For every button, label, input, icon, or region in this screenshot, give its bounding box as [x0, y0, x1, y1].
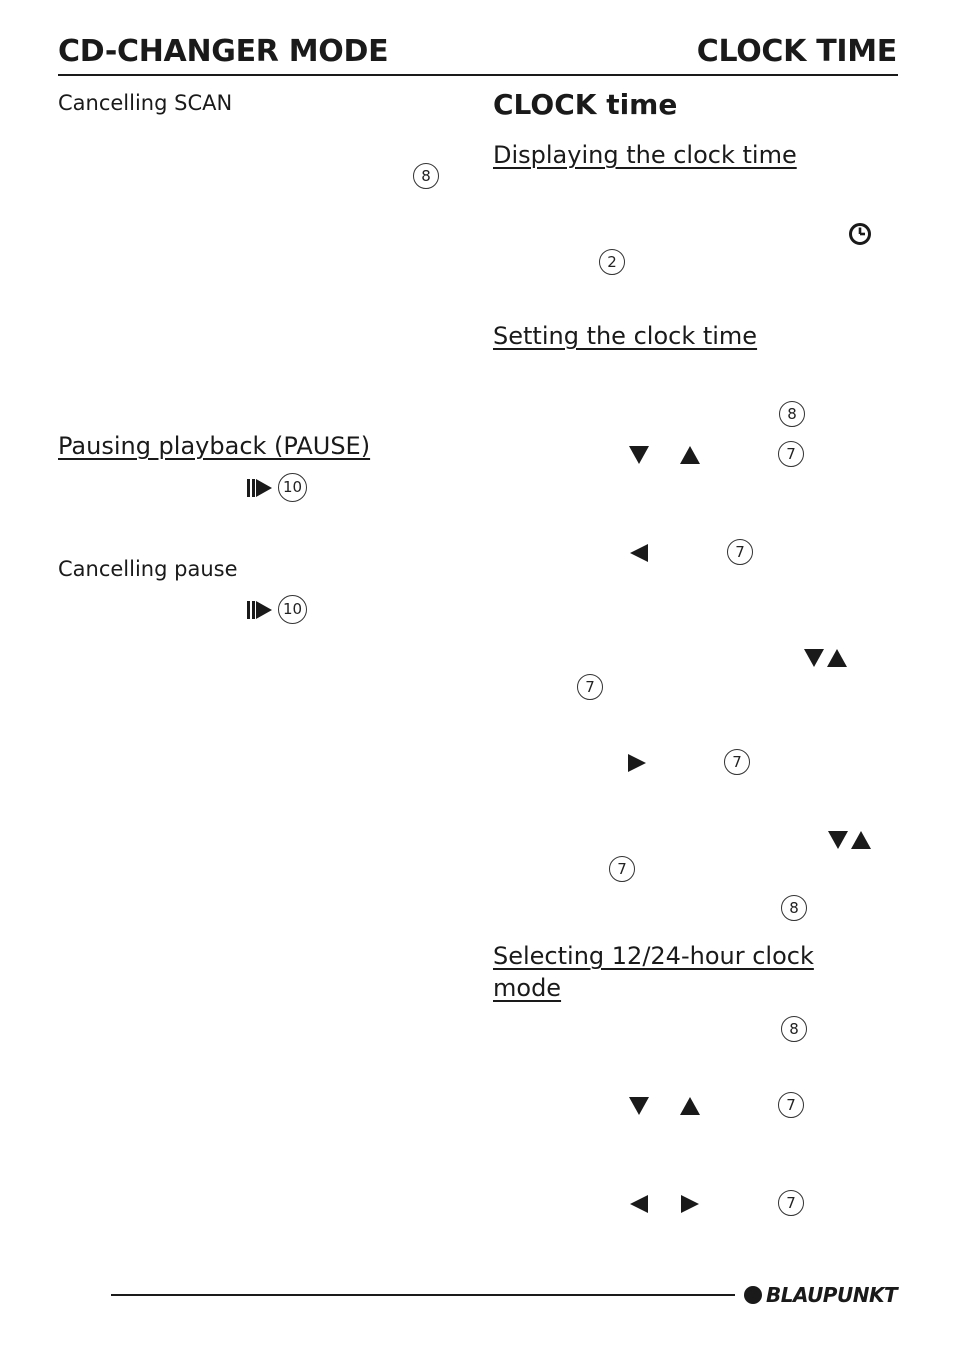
selecting-clock-mode-line1: Selecting 12/24-hour clock — [493, 942, 814, 970]
arrow-down-icon — [828, 831, 848, 849]
key-7-icon: 7 — [724, 749, 750, 775]
header-left-title: CD-CHANGER MODE — [58, 34, 389, 69]
key-8-icon: 8 — [779, 401, 805, 427]
play-pause-icon — [247, 478, 273, 502]
arrow-up-icon — [680, 446, 700, 464]
footer-divider — [111, 1294, 735, 1296]
cancelling-pause-heading: Cancelling pause — [58, 557, 238, 581]
key-7-icon: 7 — [778, 1190, 804, 1216]
arrow-up-icon — [827, 649, 847, 667]
arrow-down-icon — [804, 649, 824, 667]
key-10-icon: 10 — [278, 473, 307, 502]
key-7-icon: 7 — [778, 441, 804, 467]
key-8-icon: 8 — [781, 1016, 807, 1042]
key-8-icon: 8 — [781, 895, 807, 921]
setting-clock-heading: Setting the clock time — [493, 322, 758, 350]
arrow-down-icon — [629, 446, 649, 464]
header-right-title: CLOCK TIME — [696, 34, 897, 69]
arrow-right-icon — [681, 1195, 699, 1213]
selecting-clock-mode-heading — [493, 940, 814, 1004]
key-7-icon: 7 — [609, 856, 635, 882]
key-7-icon: 7 — [778, 1092, 804, 1118]
key-8-icon: 8 — [413, 163, 439, 189]
logo-dot-icon — [744, 1286, 762, 1304]
arrow-up-icon — [680, 1097, 700, 1115]
brand-logo — [744, 1283, 897, 1307]
key-7-icon: 7 — [727, 539, 753, 565]
brand-name: BLAUPUNKT — [766, 1283, 898, 1307]
arrow-left-icon — [630, 1195, 648, 1213]
key-10-icon: 10 — [278, 595, 307, 624]
arrow-left-icon — [630, 544, 648, 562]
key-7-icon: 7 — [577, 674, 603, 700]
arrow-down-icon — [629, 1097, 649, 1115]
key-2-icon: 2 — [599, 249, 625, 275]
arrow-right-icon — [628, 754, 646, 772]
arrow-up-icon — [851, 831, 871, 849]
clock-icon — [848, 222, 872, 250]
play-pause-icon — [247, 600, 273, 624]
pausing-playback-heading: Pausing playback (PAUSE) — [58, 432, 371, 460]
displaying-clock-heading: Displaying the clock time — [493, 141, 797, 169]
clock-time-heading: CLOCK time — [493, 88, 678, 121]
header-divider — [58, 74, 898, 76]
cancelling-scan-heading: Cancelling SCAN — [58, 91, 233, 115]
selecting-clock-mode-line2: mode — [493, 974, 562, 1002]
